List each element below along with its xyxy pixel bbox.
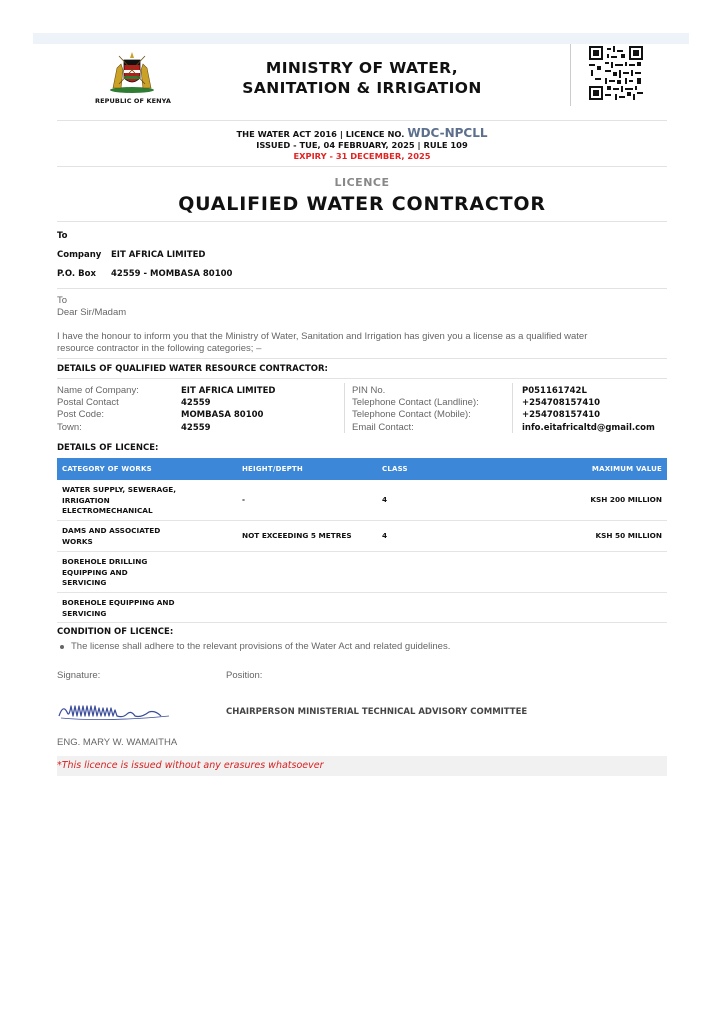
top-banner xyxy=(33,33,689,44)
cell-max-value: KSH 50 MILLION xyxy=(595,531,662,540)
licence-line-prefix: THE WATER ACT 2016 | LICENCE NO. xyxy=(236,129,405,139)
label-town: Town: xyxy=(57,421,82,433)
pobox-label: P.O. Box xyxy=(57,269,96,279)
value-mobile: +254708157410 xyxy=(522,410,601,421)
republic-label: REPUBLIC OF KENYA xyxy=(95,97,171,105)
table-row xyxy=(57,521,667,552)
bullet-icon xyxy=(60,645,64,649)
label-landline: Telephone Contact (Landline): xyxy=(352,397,479,409)
document-header xyxy=(57,44,667,110)
column-header-category: CATEGORY OF WORKS xyxy=(62,465,152,473)
expiry-line: EXPIRY - 31 DECEMBER, 2025 xyxy=(293,151,431,161)
signatory-name: ENG. MARY W. WAMAITHA xyxy=(57,737,178,748)
position-label: Position: xyxy=(226,670,263,681)
certificate-label: LICENCE xyxy=(334,176,390,189)
column-separator xyxy=(512,383,513,433)
contractor-right-values xyxy=(522,385,655,434)
licence-section-title: DETAILS OF LICENCE: xyxy=(57,443,159,453)
footer-note-text: *This licence is issued without any erasures whatsoever xyxy=(57,760,324,771)
qr-code-icon xyxy=(589,46,643,100)
divider xyxy=(57,166,667,167)
divider xyxy=(57,221,667,222)
contractor-section-title: DETAILS OF QUALIFIED WATER RESOURCE CONTRACTOR: xyxy=(57,364,328,374)
column-separator xyxy=(344,383,345,433)
ministry-title xyxy=(217,58,507,98)
cell-category: BOREHOLE EQUIPPING AND SERVICING xyxy=(62,598,175,618)
value-landline: +254708157410 xyxy=(522,398,601,409)
value-post-code: MOMBASA 80100 xyxy=(181,410,264,421)
signature-label: Signature: xyxy=(57,670,101,681)
cell-category: BOREHOLE DRILLING EQUIPPING AND SERVICING xyxy=(62,557,148,588)
ministry-title-line2: SANITATION & IRRIGATION xyxy=(242,79,482,97)
divider xyxy=(57,358,667,359)
cell-height: NOT EXCEEDING 5 METRES xyxy=(242,531,352,540)
value-email: info.eitafricaltd@gmail.com xyxy=(522,422,655,433)
cell-class: 4 xyxy=(382,495,388,504)
value-company-name: EIT AFRICA LIMITED xyxy=(181,386,276,396)
label-pin: PIN No. xyxy=(352,385,386,396)
signature-icon xyxy=(57,696,177,724)
divider xyxy=(57,120,667,121)
position-value: CHAIRPERSON MINISTERIAL TECHNICAL ADVISORY COMMITTEE xyxy=(226,707,528,717)
label-mobile: Telephone Contact (Mobile): xyxy=(352,409,471,421)
cell-max-value: KSH 200 MILLION xyxy=(590,495,662,504)
column-header-class: CLASS xyxy=(382,465,408,473)
divider xyxy=(57,378,667,379)
letter-body-line1: I have the honour to inform you that the Ministry of Water, Sanitation and Irrigation has given you a license as a qualified water xyxy=(57,331,588,342)
condition-item: The license shall adhere to the relevant provisions of the Water Act and related guidelines. xyxy=(71,641,451,652)
contractor-right-labels xyxy=(352,385,479,434)
letter-body-line2: resource contractor in the following categories; – xyxy=(57,343,262,354)
value-town: 42559 xyxy=(181,422,211,433)
footer-note xyxy=(57,756,667,776)
certificate-title: QUALIFIED WATER CONTRACTOR xyxy=(178,193,546,215)
divider xyxy=(57,288,667,289)
value-pin: P051161742L xyxy=(522,386,587,396)
label-postal-contact: Postal Contact xyxy=(57,397,119,409)
licence-number-line xyxy=(57,126,667,140)
column-header-height: HEIGHT/DEPTH xyxy=(242,465,303,473)
company-value: EIT AFRICA LIMITED xyxy=(111,250,206,260)
contractor-left-labels xyxy=(57,385,139,434)
licence-table-header xyxy=(57,458,667,480)
licence-number: WDC-NPCLL xyxy=(407,126,488,140)
company-label: Company xyxy=(57,250,102,260)
salutation: Dear Sir/Madam xyxy=(57,307,127,318)
pobox-value: 42559 - MOMBASA 80100 xyxy=(111,269,233,279)
label-post-code: Post Code: xyxy=(57,409,104,421)
label-email: Email Contact: xyxy=(352,421,414,433)
conditions-section-title: CONDITION OF LICENCE: xyxy=(57,627,174,637)
table-row xyxy=(57,593,667,623)
cell-class: 4 xyxy=(382,531,388,540)
header-divider xyxy=(570,44,571,106)
value-postal-contact: 42559 xyxy=(181,398,211,409)
cell-category: DAMS AND ASSOCIATED WORKS xyxy=(62,526,161,546)
issued-line: ISSUED - TUE, 04 FEBRUARY, 2025 | RULE 109 xyxy=(256,140,468,150)
contractor-left-values xyxy=(181,385,275,434)
coat-of-arms-icon xyxy=(107,48,157,94)
cell-height: - xyxy=(242,495,246,504)
label-company-name: Name of Company: xyxy=(57,385,139,396)
addressee-to: To xyxy=(57,231,68,241)
table-row xyxy=(57,480,667,521)
letter-to: To xyxy=(57,295,68,306)
ministry-title-line1: MINISTRY OF WATER, xyxy=(265,59,459,77)
cell-category: WATER SUPPLY, SEWERAGE, IRRIGATION ELECTROMECHANICAL xyxy=(62,485,176,516)
table-row xyxy=(57,552,667,593)
column-header-max-value: MAXIMUM VALUE xyxy=(591,465,662,473)
